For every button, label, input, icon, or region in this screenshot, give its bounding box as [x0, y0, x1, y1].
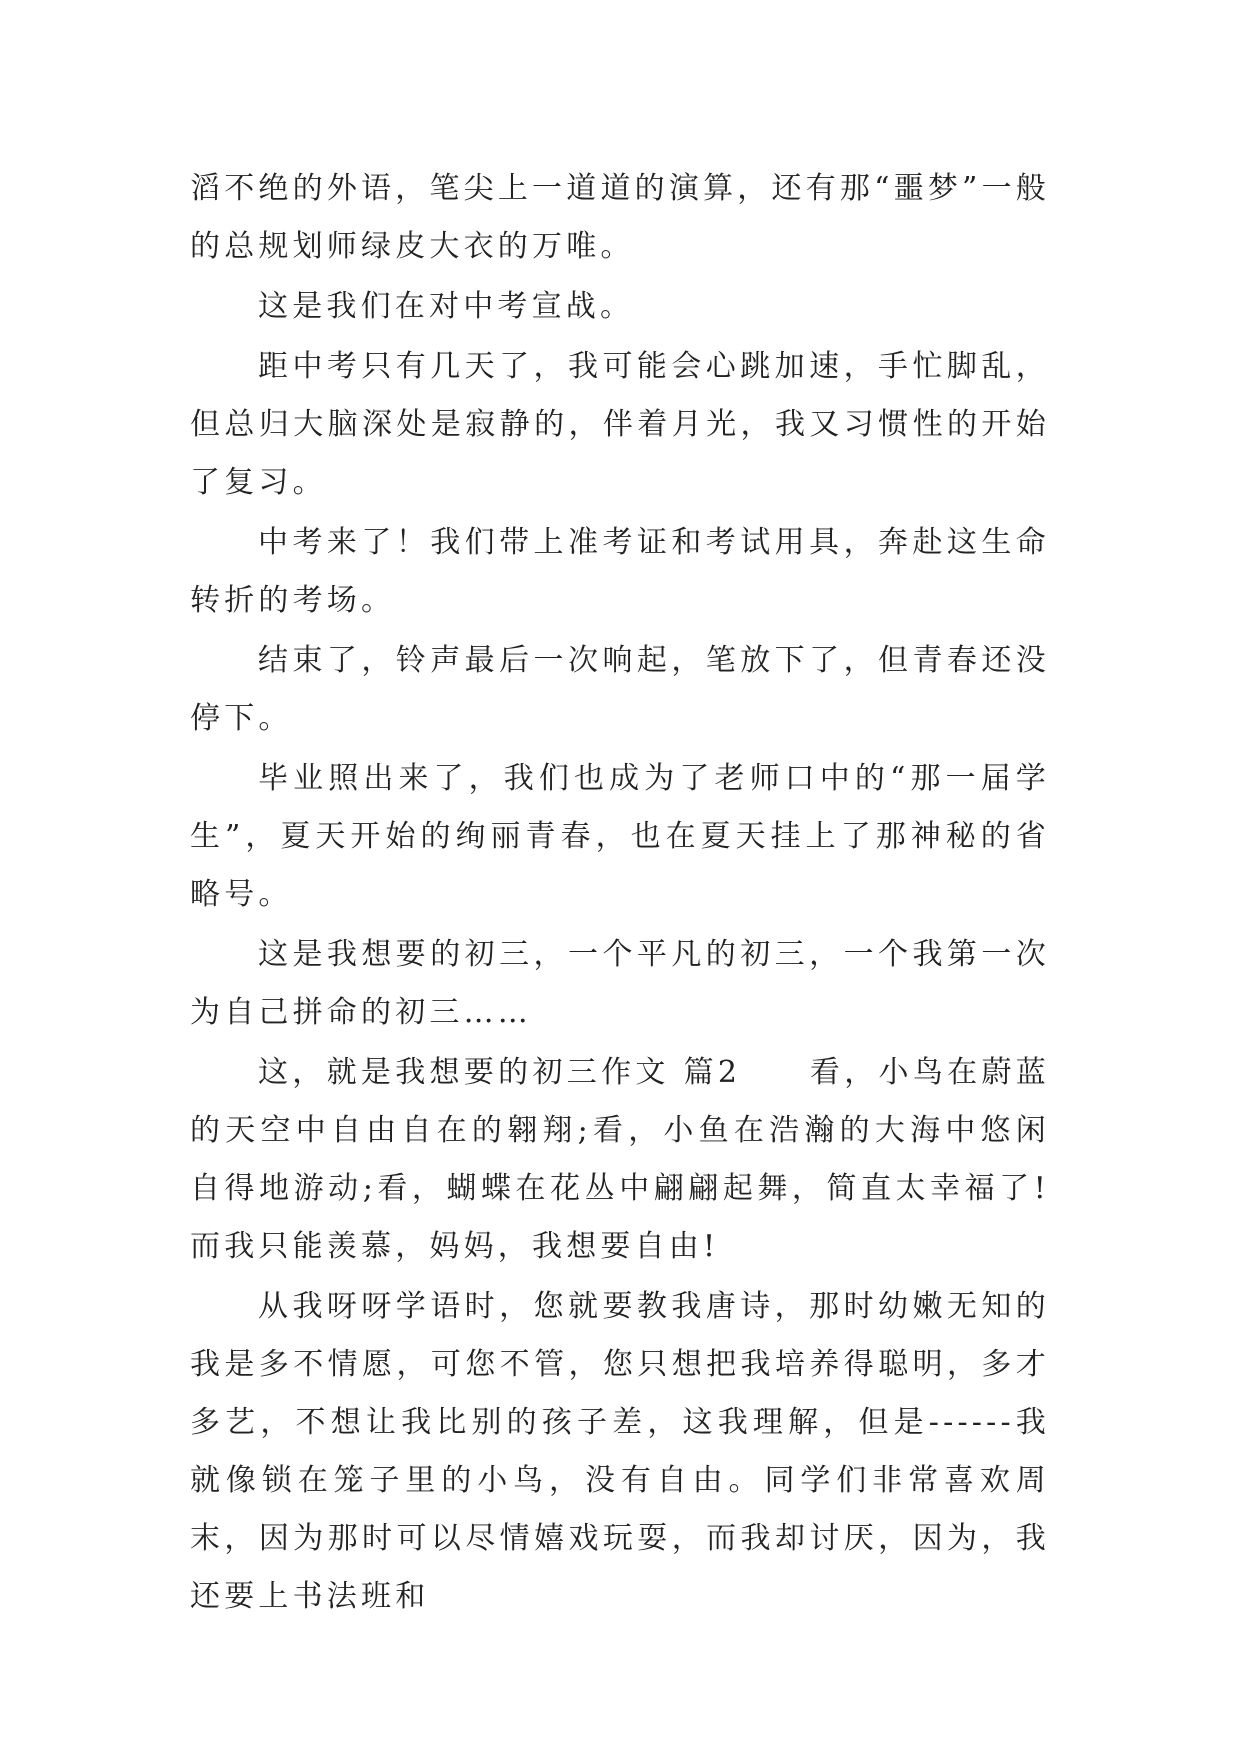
paragraph: 滔不绝的外语，笔尖上一道道的演算，还有那“噩梦”一般的总规划师绿皮大衣的万唯。 [190, 171, 1050, 264]
paragraph: 这是我们在对中考宣战。 [258, 289, 635, 324]
paragraph: 从我呀呀学语时，您就要教我唐诗，那时幼嫩无知的我是多不情愿，可您不管，您只想把我培养得聪明，多才多艺，不想让我比别的孩子差，这我理解，但是------我就像锁在笼子里的小鸟，没有自由。同学们非常喜欢周末，因为那时可以尽情嬉戏玩耍，而我却讨厌，因为，我还要上书法班和 [190, 1289, 1050, 1614]
paragraph: 中考来了！我们带上准考证和考试用具，奔赴这生命转折的考场。 [190, 525, 1050, 618]
paragraph: 毕业照出来了，我们也成为了老师口中的“那一届学生”，夏天开始的绚丽青春，也在夏天挂上了那神秘的省略号。 [190, 761, 1050, 912]
paragraph: 距中考只有几天了，我可能会心跳加速，手忙脚乱，但总归大脑深处是寂静的，伴着月光，我又习惯性的开始了复习。 [190, 349, 1050, 500]
paragraph: 这是我想要的初三，一个平凡的初三，一个我第一次为自己拼命的初三…… [190, 937, 1050, 1030]
document-page [190, 160, 1050, 1628]
paragraph: 这，就是我想要的初三作文 篇2 看，小鸟在蔚蓝的天空中自由自在的翱翔;看，小鱼在浩瀚的大海中悠闲自得地游动;看，蝴蝶在花丛中翩翩起舞，简直太幸福了!而我只能羡慕，妈妈，我想要自由! [190, 1055, 1050, 1264]
paragraph: 结束了，铃声最后一次响起，笔放下了，但青春还没停下。 [190, 643, 1050, 736]
